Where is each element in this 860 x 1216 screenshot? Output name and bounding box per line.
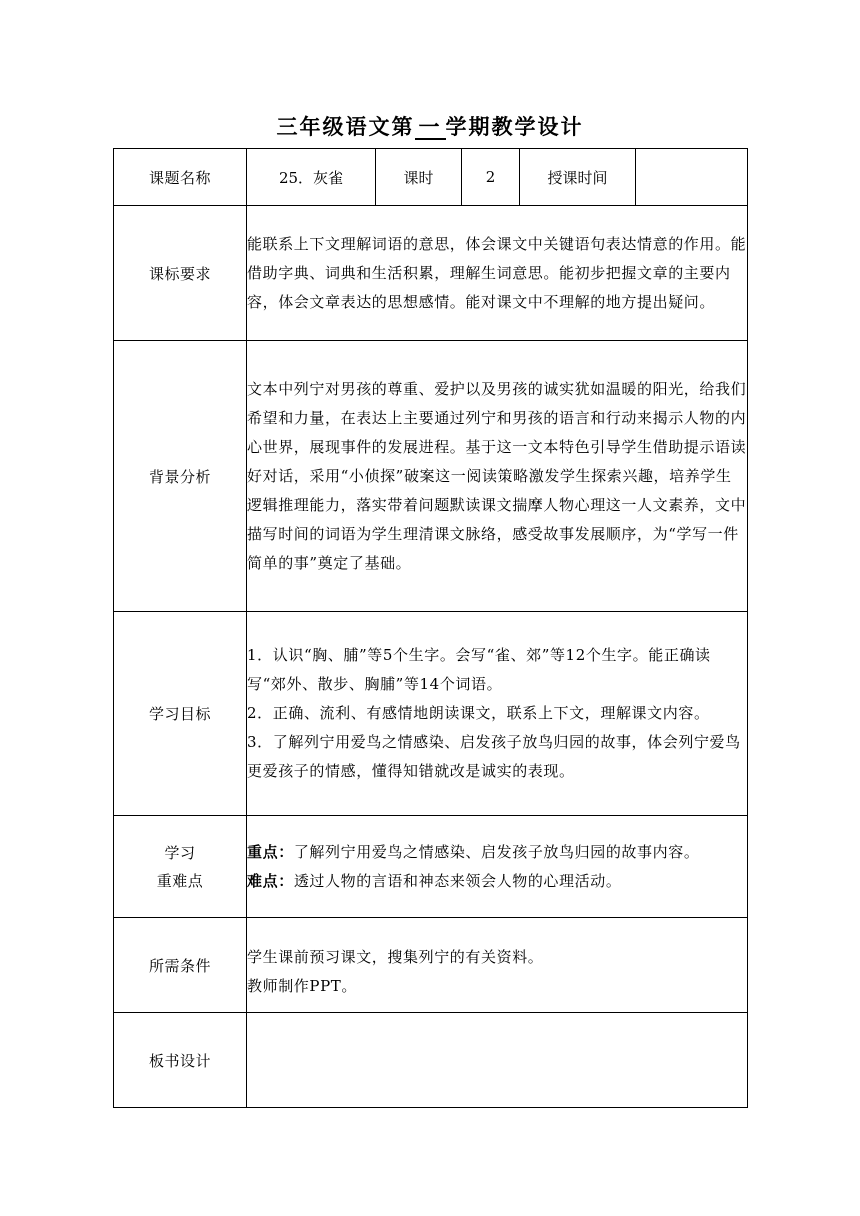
time-value xyxy=(636,149,748,206)
key-point-text: 了解列宁用爱鸟之情感染、启发孩子放鸟归园的故事内容。 xyxy=(293,842,700,861)
conditions-content xyxy=(247,918,748,1013)
condition-line-1: 学生课前预习课文，搜集列宁的有关资料。 xyxy=(247,948,544,966)
board-label: 板书设计 xyxy=(114,1013,247,1108)
topic-label: 课题名称 xyxy=(114,149,247,206)
standard-label: 课标要求 xyxy=(114,206,247,341)
key-point-label: 重点： xyxy=(247,842,294,861)
background-row xyxy=(114,341,748,612)
key-points-row xyxy=(114,816,748,918)
objectives-label: 学习目标 xyxy=(114,612,247,816)
board-content xyxy=(247,1013,748,1108)
page-title xyxy=(0,112,860,142)
title-suffix: 学期教学设计 xyxy=(445,115,584,139)
topic-value: 25．灰雀 xyxy=(247,149,376,206)
objective-item-1: 1．认识“胸、脯”等5个生字。会写“雀、郊”等12个生字。能正确读写“郊外、散步、胸脯”等14个词语。 xyxy=(247,646,711,693)
key-points-label xyxy=(114,816,247,918)
key-point-line xyxy=(247,838,747,867)
title-prefix: 三年级语文第 xyxy=(276,115,415,139)
period-label: 课时 xyxy=(376,149,462,206)
difficult-point-label: 难点： xyxy=(247,871,294,890)
conditions-label: 所需条件 xyxy=(114,918,247,1013)
period-value: 2 xyxy=(462,149,520,206)
background-text: 文本中列宁对男孩的尊重、爱护以及男孩的诚实犹如温暖的阳光，给我们希望和力量，在表达上主要通过列宁和男孩的语言和行动来揭示人物的内心世界，展现事件的发展进程。基于这一文本特色引导学生借助提示语读好对话，采用“小侦探”破案这一阅读策略激发学生探索兴趣，培养学生逻辑推理能力，落实带着问题默读课文揣摩人物心理这一人文素养，文中描写时间的词语为学生理清课文脉络，感受故事发展顺序，为“学写一件简单的事”奠定了基础。 xyxy=(247,379,747,572)
key-points-label-line2: 重难点 xyxy=(156,871,204,890)
standard-content xyxy=(247,206,748,341)
key-points-content xyxy=(247,816,748,918)
standard-text: 能联系上下文理解词语的意思，体会课文中关键语句表达情意的作用。能借助字典、词典和生活积累，理解生词意思。能初步把握文章的主要内容，体会文章表达的思想感情。能对课文中不理解的地方提出疑问。 xyxy=(247,234,747,311)
difficult-point-text: 透过人物的言语和神态来领会人物的心理活动。 xyxy=(293,871,622,890)
board-row xyxy=(114,1013,748,1108)
key-points-label-line1: 学习 xyxy=(164,843,196,862)
time-label: 授课时间 xyxy=(520,149,636,206)
background-content xyxy=(247,341,748,612)
difficult-point-line xyxy=(247,867,747,896)
condition-line-2: 教师制作PPT。 xyxy=(247,977,357,995)
objectives-content xyxy=(247,612,748,816)
standard-row xyxy=(114,206,748,341)
background-label: 背景分析 xyxy=(114,341,247,612)
lesson-plan-table xyxy=(113,148,748,1108)
objective-item-3: 3．了解列宁用爱鸟之情感染、启发孩子放鸟归园的故事，体会列宁爱鸟更爱孩子的情感，懂得知错就改是诚实的表现。 xyxy=(247,733,741,780)
objectives-row xyxy=(114,612,748,816)
conditions-row xyxy=(114,918,748,1013)
title-semester-blank: 一 xyxy=(415,116,446,140)
objective-item-2: 2．正确、流利、有感情地朗读课文，联系上下文，理解课文内容。 xyxy=(247,704,710,722)
header-row xyxy=(114,149,748,206)
